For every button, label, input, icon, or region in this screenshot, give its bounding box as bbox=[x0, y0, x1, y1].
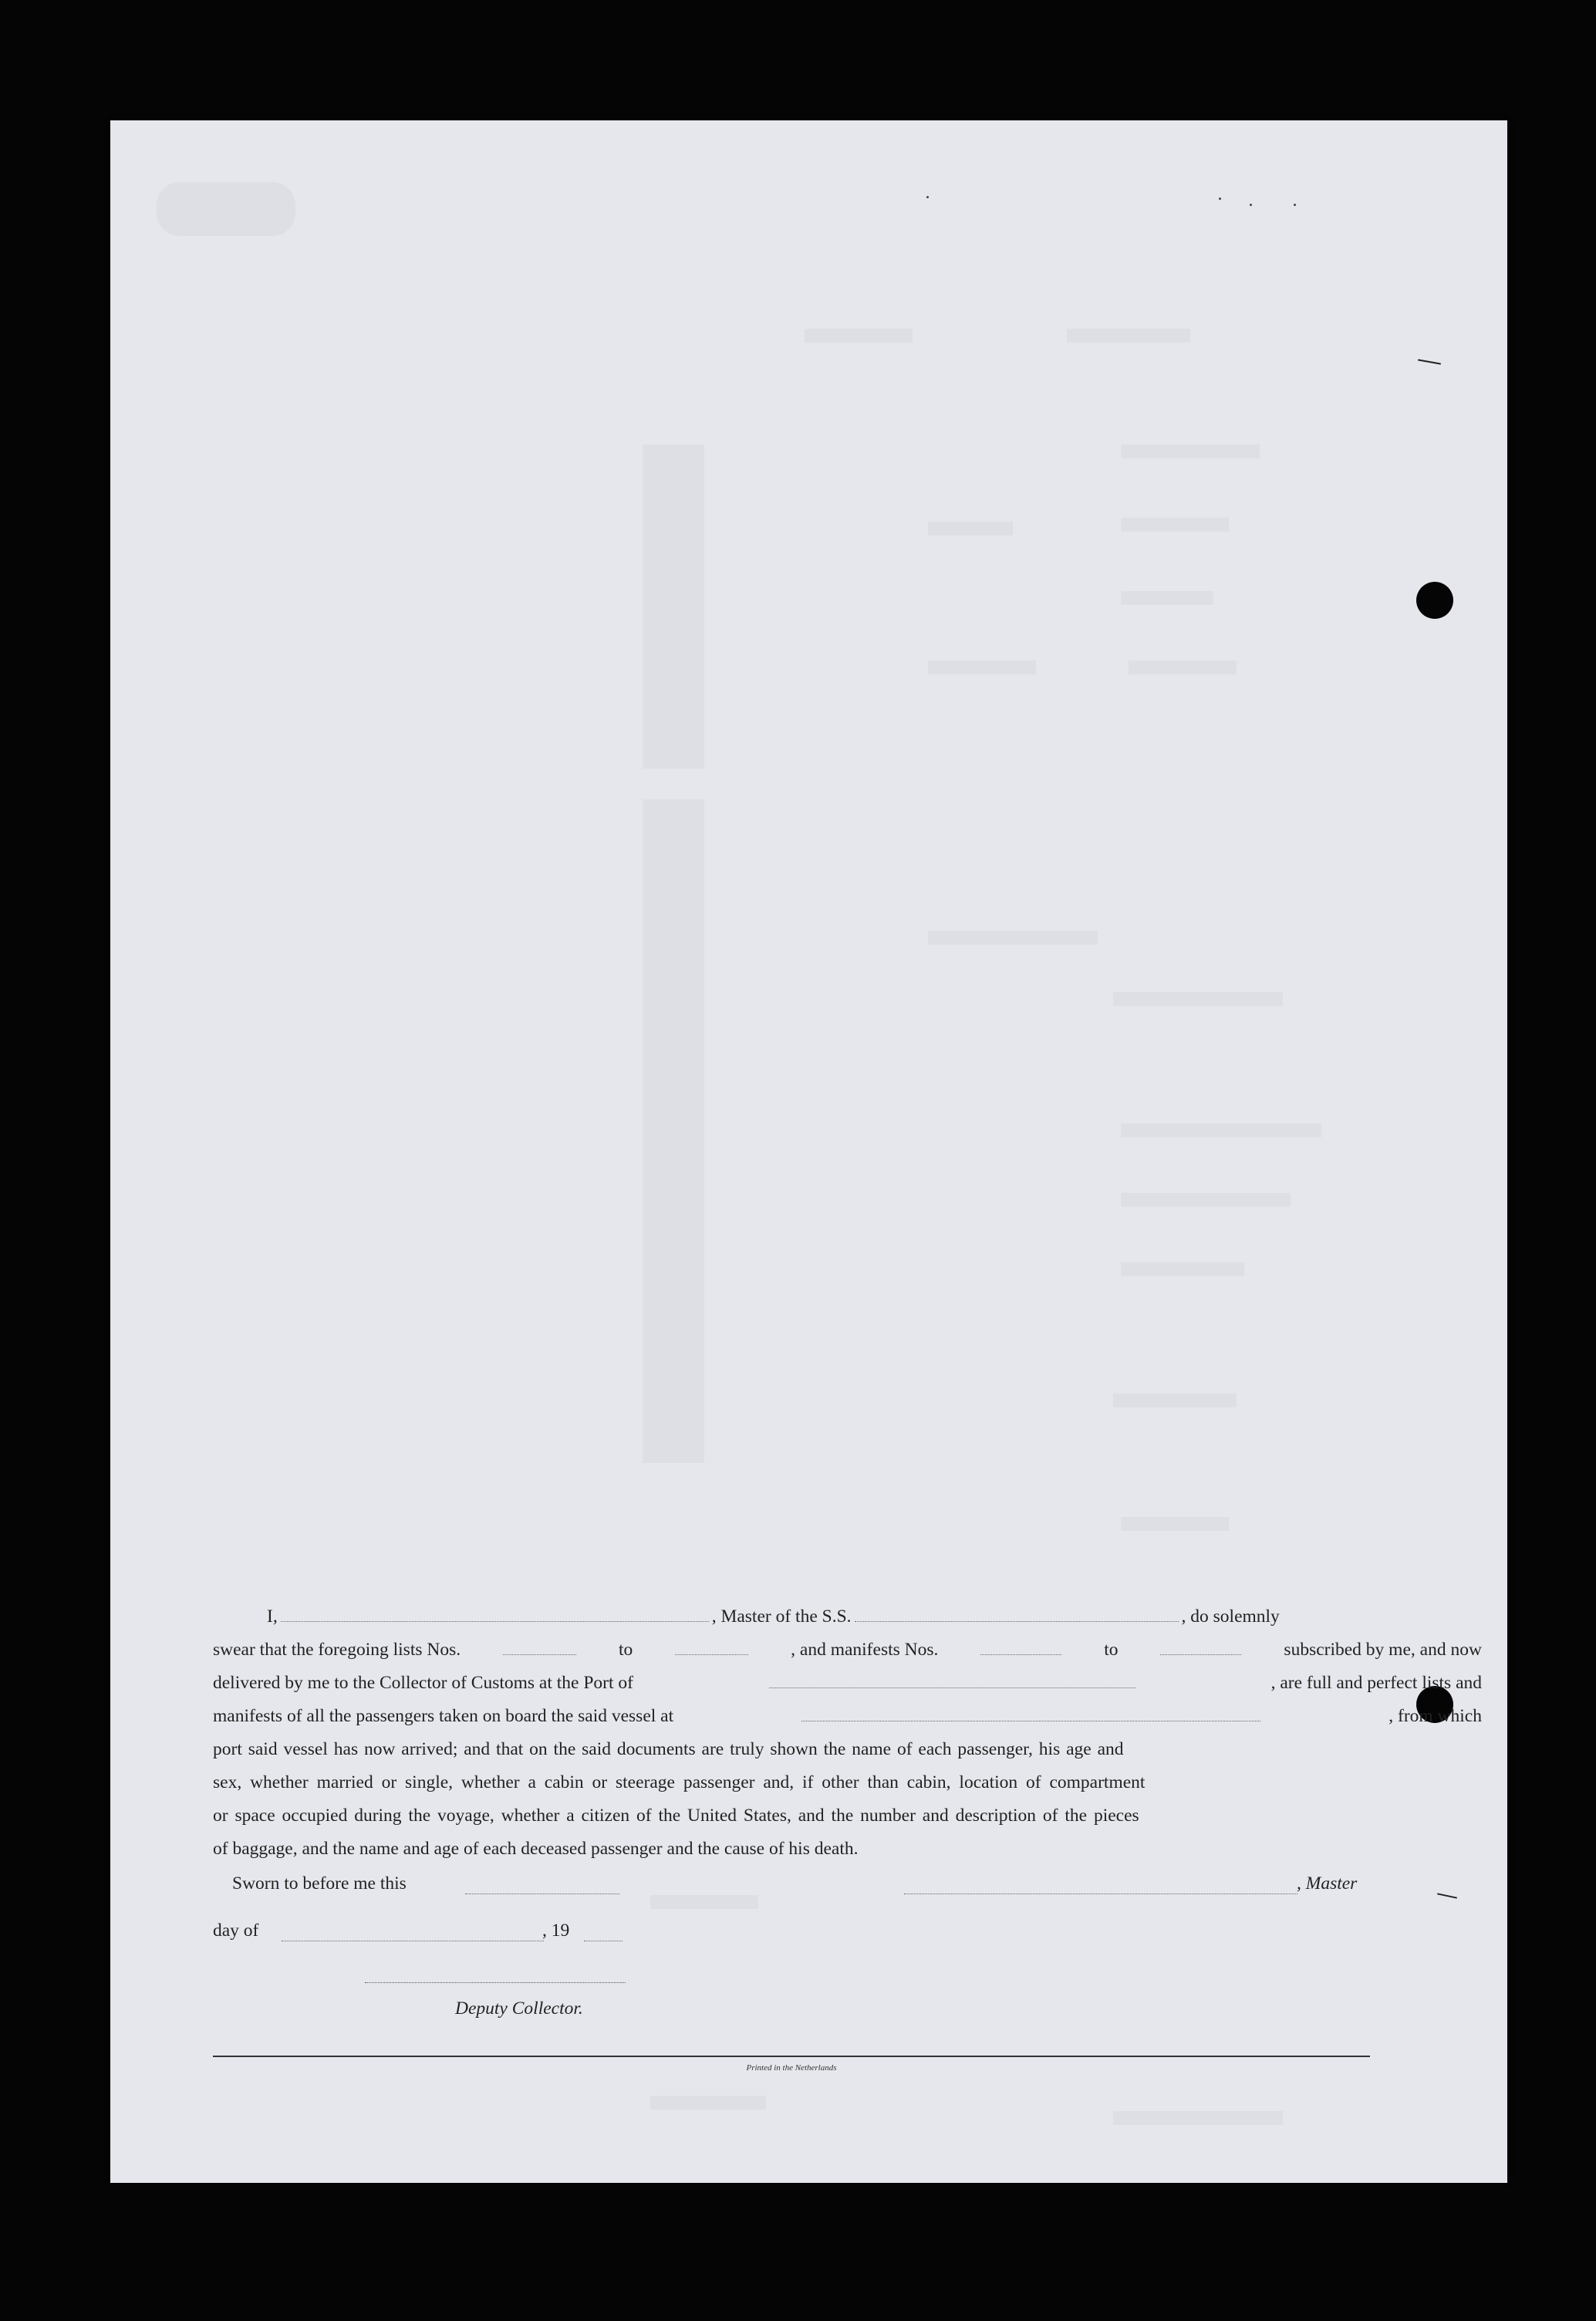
oath-line-8: of baggage, and the name and age of each deceased passenger and the cause of his death. bbox=[213, 1839, 859, 1859]
lists-to-field[interactable] bbox=[675, 1637, 748, 1656]
oath-line-6: sex, whether married or single, whether a cabin or steerage passenger and, if other than cabin, location of compartment bbox=[213, 1772, 1146, 1792]
sworn-date-field[interactable] bbox=[465, 1875, 619, 1894]
bleed-through-mark bbox=[928, 660, 1036, 674]
manifests-from-field[interactable] bbox=[980, 1637, 1061, 1656]
bleed-through-mark bbox=[643, 444, 704, 769]
oath-line-5: port said vessel has now arrived; and that on the said documents are truly shown the name of each passenger, his age and bbox=[213, 1739, 1124, 1759]
day-of-label: day of bbox=[213, 1921, 259, 1941]
deputy-collector-label: Deputy Collector. bbox=[455, 1998, 583, 2019]
speck bbox=[1294, 204, 1296, 206]
oath-line-1: I, , Master of the S.S. , do solemnly bbox=[213, 1600, 1482, 1633]
bleed-through-mark bbox=[643, 799, 704, 1463]
printed-in-label: Printed in the Netherlands bbox=[746, 2063, 837, 2073]
oath-line-3: delivered by me to the Collector of Customs at the Port of , are full and perfect lists and bbox=[213, 1667, 1482, 1700]
bleed-through-mark bbox=[1121, 444, 1260, 458]
manifests-to-field[interactable] bbox=[1160, 1637, 1241, 1656]
year-label: , 19 bbox=[542, 1921, 570, 1941]
sworn-label: Sworn to before me this bbox=[232, 1873, 407, 1894]
bleed-through-mark bbox=[1113, 992, 1283, 1006]
punch-hole bbox=[1416, 582, 1453, 619]
master-name-field[interactable] bbox=[281, 1603, 709, 1623]
oath-line-2: swear that the foregoing lists Nos. to , and manifests Nos. to subscribed by me, and now bbox=[213, 1633, 1482, 1667]
bleed-through-header bbox=[157, 182, 295, 236]
bleed-through-mark bbox=[1121, 591, 1213, 605]
margin-tick bbox=[1437, 1893, 1457, 1898]
bleed-through-mark bbox=[1121, 518, 1229, 532]
oath-block bbox=[213, 1600, 1482, 1866]
bleed-through-mark bbox=[1121, 1517, 1229, 1531]
speck bbox=[1219, 198, 1221, 200]
bleed-through-mark bbox=[650, 2096, 766, 2110]
master-label: , Master bbox=[1297, 1873, 1358, 1894]
document-page bbox=[110, 120, 1507, 2183]
speck bbox=[1250, 204, 1252, 206]
bleed-through-mark bbox=[928, 522, 1013, 535]
speck bbox=[926, 196, 929, 198]
bleed-through-mark bbox=[1113, 1394, 1237, 1407]
bleed-through-mark bbox=[928, 931, 1098, 944]
ship-name-field[interactable] bbox=[855, 1603, 1179, 1623]
departure-port-field[interactable] bbox=[801, 1703, 1260, 1722]
lists-from-field[interactable] bbox=[503, 1637, 576, 1656]
footer-rule bbox=[213, 2056, 1370, 2057]
year-field[interactable] bbox=[584, 1922, 623, 1941]
bleed-through-mark bbox=[650, 1895, 758, 1909]
bleed-through-mark bbox=[1129, 660, 1237, 674]
bleed-through-mark bbox=[1113, 2111, 1283, 2125]
bleed-through-mark bbox=[1121, 1193, 1291, 1207]
bleed-through-mark bbox=[805, 329, 913, 343]
bleed-through-mark bbox=[1121, 1123, 1321, 1137]
oath-line-4: manifests of all the passengers taken on board the said vessel at , from which bbox=[213, 1700, 1482, 1733]
bleed-through-mark bbox=[1121, 1262, 1244, 1276]
deputy-signature-line[interactable] bbox=[365, 1981, 626, 1983]
day-of-field[interactable] bbox=[282, 1922, 544, 1941]
margin-tick bbox=[1418, 359, 1441, 364]
oath-line-7: or space occupied during the voyage, whether a citizen of the United States, and the number and description of the pieces bbox=[213, 1806, 1139, 1826]
bleed-through-mark bbox=[1067, 329, 1190, 343]
port-field[interactable] bbox=[769, 1670, 1135, 1689]
master-signature-field[interactable] bbox=[904, 1875, 1297, 1894]
